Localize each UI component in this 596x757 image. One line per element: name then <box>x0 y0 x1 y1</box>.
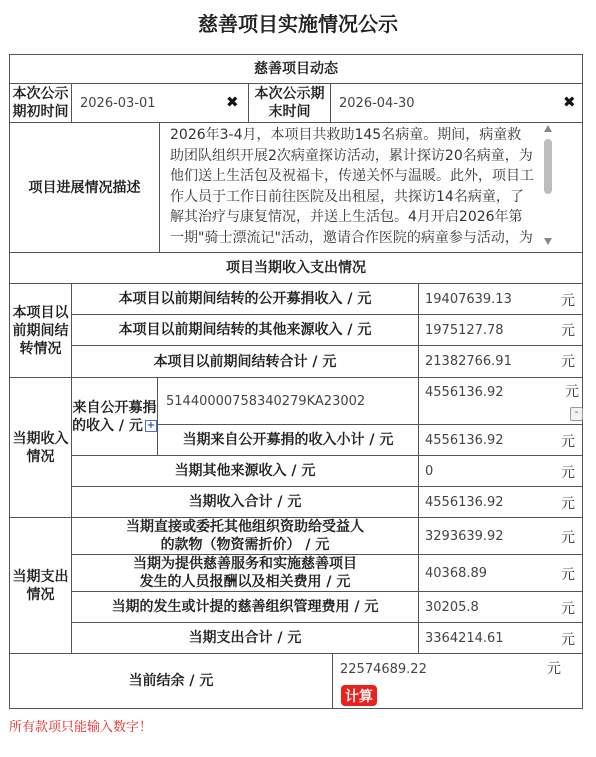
progress-text: 2026年3-4月，本项目共救助145名病童。期间，病童救助团队组织开展2次病童探访活动，累计探访20名病童，为他们送上生活包及祝福卡，传递关怀与温暖。此外，项目工作人员于工作日前往医院及出租屋，共探访14名病童，了解其治疗与康复情况，并送上生活包。4月开启2026年第一期"骑士漂流记"活动，邀请合作医院的病童参与活动，为 <box>170 127 534 246</box>
progress-label: 项目进展情况描述 <box>9 122 160 253</box>
start-date-label: 本次公示期初时间 <box>9 83 72 123</box>
expense-management-label: 当期的发生或计提的慈善组织管理费用 / 元 <box>71 591 419 623</box>
start-date-value: 2026-03-01 <box>80 95 156 111</box>
expense-direct-label-line1: 当期直接或委托其他组织资助给受益人 <box>126 519 364 535</box>
prior-total-value: 21382766.91 <box>425 354 512 369</box>
unit-label: 元 <box>565 384 579 400</box>
expense-direct-label <box>71 517 419 555</box>
dynamics-header: 慈善项目动态 <box>9 54 583 84</box>
prior-other-input[interactable] <box>418 314 583 346</box>
unit-label: 元 <box>561 567 575 583</box>
prior-total-input[interactable] <box>418 345 583 378</box>
end-date-value: 2026-04-30 <box>339 95 415 111</box>
start-date-field[interactable] <box>71 83 249 123</box>
prior-other-value: 1975127.78 <box>425 322 504 338</box>
expense-service-label-line1: 当期为提供慈善服务和实施慈善项目 <box>133 556 357 572</box>
end-date-field[interactable] <box>330 83 583 123</box>
unit-label: 元 <box>561 434 575 450</box>
scroll-thumb[interactable] <box>544 139 552 194</box>
start-date-clear-icon[interactable]: ✖ <box>226 93 239 111</box>
progress-scrollbar[interactable] <box>541 125 555 246</box>
expense-total-input[interactable] <box>418 622 583 654</box>
income-public-subtotal-label: 当期来自公开募捐的收入小计 / 元 <box>157 424 419 456</box>
balance-value: 22574689.22 <box>340 662 427 677</box>
scroll-up-arrow-icon[interactable] <box>544 125 552 132</box>
expense-total-value: 3364214.61 <box>425 630 504 646</box>
income-other-label: 当期其他来源收入 / 元 <box>71 455 419 487</box>
expense-management-input[interactable] <box>418 591 583 623</box>
public-code-cell[interactable] <box>157 377 419 425</box>
unit-label: 元 <box>547 661 561 677</box>
unit-label: 元 <box>561 323 575 339</box>
income-public-subtotal-value: 4556136.92 <box>425 432 504 448</box>
unit-label: 元 <box>561 601 575 617</box>
income-other-value: 0 <box>425 463 434 479</box>
remove-row-minus-button[interactable]: - <box>570 407 583 421</box>
prior-public-input[interactable] <box>418 283 583 315</box>
calculate-button[interactable]: 计算 <box>341 685 377 706</box>
unit-label: 元 <box>561 632 575 648</box>
scroll-down-arrow-icon[interactable] <box>544 238 552 245</box>
public-income-label-cell <box>71 377 158 456</box>
public-income-label: 来自公开募捐的收入 / 元 <box>72 399 157 434</box>
finance-header: 项目当期收入支出情况 <box>9 252 583 284</box>
prior-other-label: 本项目以前期间结转的其他来源收入 / 元 <box>71 314 419 346</box>
unit-label: 元 <box>561 530 575 546</box>
expense-management-value: 30205.8 <box>425 599 479 615</box>
page-title: 慈善项目实施情况公示 <box>198 12 398 36</box>
expense-service-input[interactable] <box>418 554 583 592</box>
prior-group-label: 本项目以前期间结转情况 <box>9 283 72 378</box>
income-total-input[interactable] <box>418 486 583 518</box>
unit-label: 元 <box>561 465 575 481</box>
expense-service-value: 40368.89 <box>425 565 488 581</box>
balance-label: 当前结余 / 元 <box>9 653 333 709</box>
income-total-value: 4556136.92 <box>425 494 504 510</box>
prior-public-label: 本项目以前期间结转的公开募捐收入 / 元 <box>71 283 419 315</box>
prior-total-label: 本项目以前期间结转合计 / 元 <box>71 345 419 378</box>
unit-label: 元 <box>561 293 575 309</box>
expense-direct-label-line2: 的款物（物资需折价） / 元 <box>160 537 330 553</box>
income-public-subtotal-input[interactable] <box>418 424 583 456</box>
public-code-amount-value: 4556136.92 <box>425 385 504 400</box>
unit-label: 元 <box>561 496 575 512</box>
expense-direct-input[interactable] <box>418 517 583 555</box>
income-other-input[interactable] <box>418 455 583 487</box>
add-row-plus-icon[interactable]: + <box>146 419 156 431</box>
end-date-clear-icon[interactable]: ✖ <box>563 93 576 111</box>
numeric-only-notice: 所有款项只能输入数字！ <box>9 720 153 735</box>
expense-total-label: 当期支出合计 / 元 <box>71 622 419 654</box>
expense-direct-value: 3293639.92 <box>425 528 504 544</box>
prior-public-value: 19407639.13 <box>425 291 512 307</box>
public-code-amount-input[interactable] <box>418 377 583 425</box>
end-date-label: 本次公示期末时间 <box>248 83 331 123</box>
expense-service-label <box>71 554 419 592</box>
expense-service-label-line2: 发生的人员报酬以及相关费用 / 元 <box>139 574 351 590</box>
public-code: 51440000758340279KA23002 <box>166 393 366 409</box>
expense-group-label: 当期支出情况 <box>9 517 72 654</box>
income-total-label: 当期收入合计 / 元 <box>71 486 419 518</box>
income-group-label: 当期收入情况 <box>9 377 72 518</box>
unit-label: 元 <box>561 354 575 370</box>
